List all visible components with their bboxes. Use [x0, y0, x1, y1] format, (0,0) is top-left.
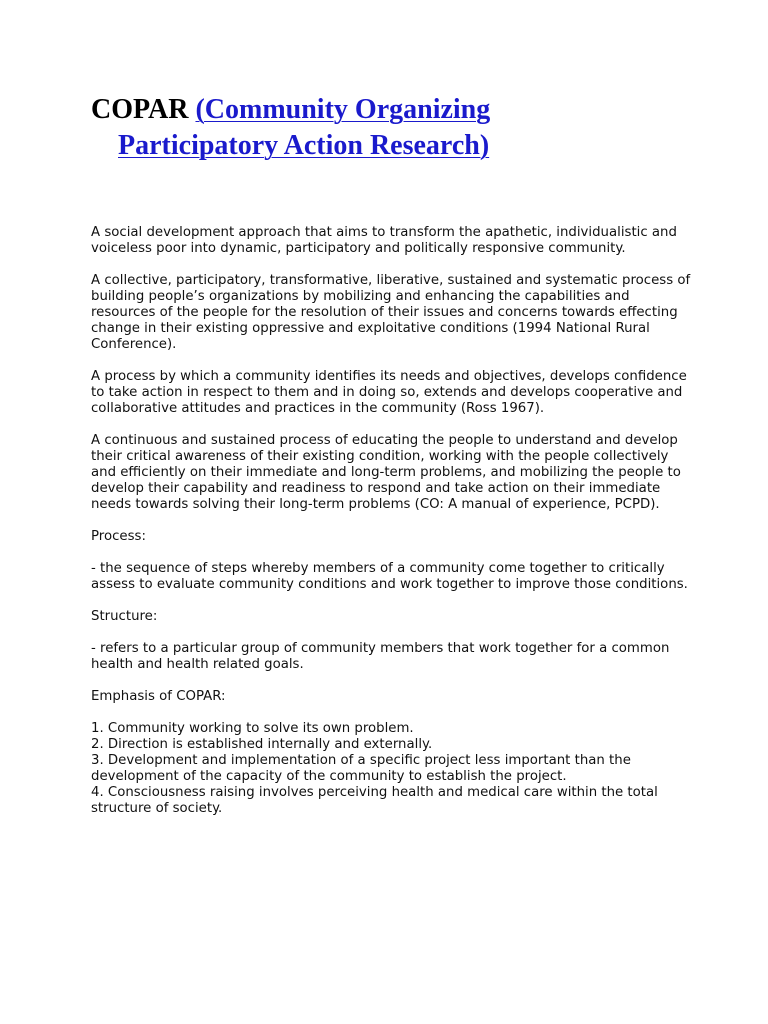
structure-text: - refers to a particular group of community members that work together for a common health and health related goals.: [91, 641, 670, 672]
document-body: [91, 225, 691, 817]
process-label: Process:: [91, 529, 146, 544]
process-text: - the sequence of steps whereby members of a community come together to critically assess to evaluate community conditions and work together to improve those conditions.: [91, 561, 688, 592]
definition-paragraph-3: A process by which a community identifies its needs and objectives, develops confidence to take action in respect to them and in doing so, extends and develops cooperative and collaborative attitudes and practices in the community (Ross 1967).: [91, 369, 687, 416]
title-link-line2[interactable]: Participatory Action Research): [118, 130, 490, 161]
definition-paragraph-1: A social development approach that aims to transform the apathetic, individualistic and voiceless poor into dynamic, participatory and politically responsive community.: [91, 225, 677, 256]
title-acronym: COPAR: [91, 94, 196, 125]
list-item: 2. Direction is established internally and externally.: [91, 737, 433, 752]
list-item: 4. Consciousness raising involves perceiving health and medical care within the total structure of society.: [91, 785, 658, 816]
emphasis-list: [91, 721, 691, 817]
document-title: [91, 92, 711, 164]
definition-paragraph-4: A continuous and sustained process of educating the people to understand and develop their critical awareness of their existing condition, working with the people collectively and efficiently on their immediate and long-term problems, and mobilizing the people to develop their capability and readiness to respond and take action on their immediate needs towards solving their long-term problems (CO: A manual of experience, PCPD).: [91, 433, 681, 512]
list-item: 3. Development and implementation of a specific project less important than the development of the capacity of the community to establish the project.: [91, 753, 631, 784]
title-link-line1[interactable]: (Community Organizing: [195, 94, 491, 125]
definition-paragraph-2: A collective, participatory, transformative, liberative, sustained and systematic process of building people’s organizations by mobilizing and enhancing the capabilities and resources of the people for the resolution of their issues and concerns towards effecting change in their existing oppressive and exploitative conditions (1994 National Rural Conference).: [91, 273, 691, 352]
list-item: 1. Community working to solve its own problem.: [91, 721, 414, 736]
structure-label: Structure:: [91, 609, 158, 624]
emphasis-label: Emphasis of COPAR:: [91, 689, 226, 704]
